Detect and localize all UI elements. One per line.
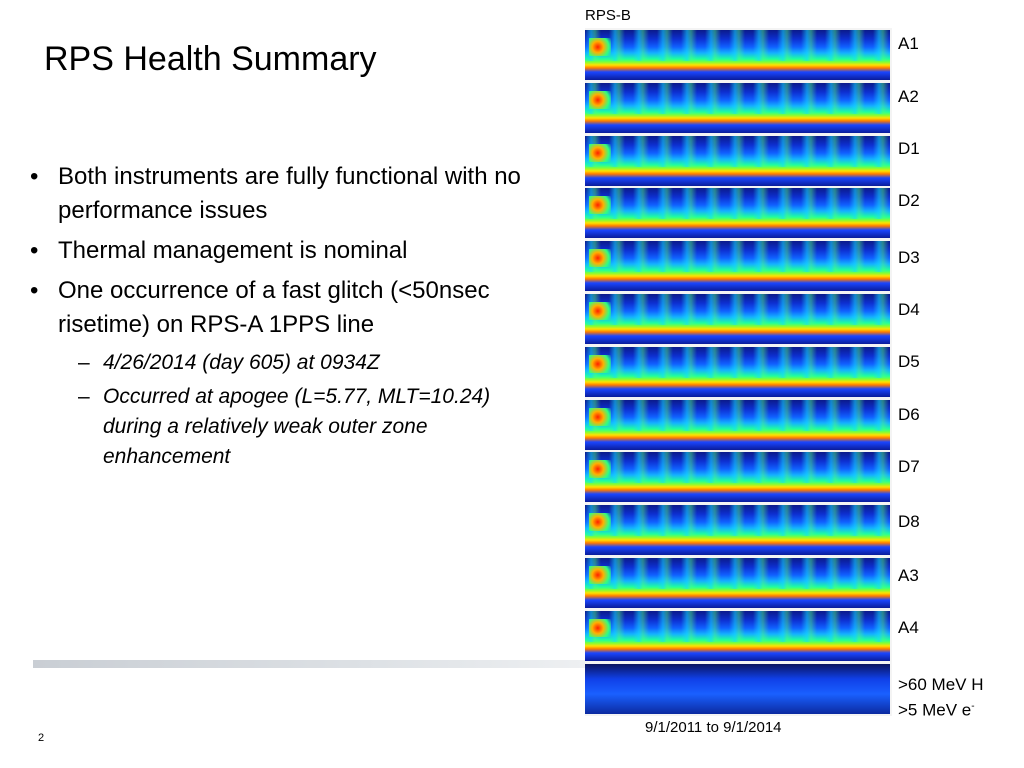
bullet-dot: • xyxy=(30,237,39,264)
panel-label: A2 xyxy=(898,87,919,106)
panel-label: A4 xyxy=(898,618,919,637)
panel-label: D7 xyxy=(898,457,920,476)
sub-bullet-dash: – xyxy=(78,351,90,374)
panel-label-summary xyxy=(898,674,984,722)
bullet-text: Both instruments are fully functional with no performance issues xyxy=(58,163,521,224)
bullet-item xyxy=(30,234,530,268)
panel-label: D1 xyxy=(898,139,920,158)
panel-label: D8 xyxy=(898,512,920,531)
spectrogram-panel xyxy=(585,136,890,186)
bullet-text: One occurrence of a fast glitch (<50nsec risetime) on RPS-A 1PPS line xyxy=(58,277,490,338)
panel-label: D2 xyxy=(898,191,920,210)
figure-caption: 9/1/2011 to 9/1/2014 xyxy=(645,719,782,736)
electron-superscript: - xyxy=(971,701,975,712)
panel-label: A3 xyxy=(898,566,919,585)
spectrogram-panel xyxy=(585,452,890,502)
bullet-dot: • xyxy=(30,277,39,304)
panel-label: D4 xyxy=(898,300,920,319)
page-number: 2 xyxy=(38,732,45,744)
spectrogram-panel xyxy=(585,400,890,450)
summary-label-protons: >60 MeV H xyxy=(898,675,984,694)
spectrogram-panel xyxy=(585,188,890,238)
sub-bullet-item xyxy=(30,348,530,378)
bullet-item xyxy=(30,160,530,228)
spectrogram-panel xyxy=(585,505,890,555)
panel-label: A1 xyxy=(898,34,919,53)
spectrogram-panel-summary xyxy=(585,664,890,714)
spectrogram-panel xyxy=(585,83,890,133)
spectrogram-panel xyxy=(585,558,890,608)
spectrogram-panel xyxy=(585,611,890,661)
panel-label: D6 xyxy=(898,405,920,424)
figure-title: RPS-B xyxy=(585,7,631,24)
spectrogram-panel xyxy=(585,294,890,344)
sub-bullet-dash: – xyxy=(78,385,90,408)
spectrogram-panel xyxy=(585,30,890,80)
spectrogram-stack xyxy=(585,28,892,716)
spectrogram-panel xyxy=(585,347,890,397)
sub-bullet-text: Occurred at apogee (L=5.77, MLT=10.24) during a relatively weak outer zone enhancement xyxy=(103,385,491,468)
bullet-item xyxy=(30,274,530,342)
slide-title: RPS Health Summary xyxy=(44,40,377,78)
summary-label-electrons: >5 MeV e- xyxy=(898,700,975,720)
spectrogram-panel xyxy=(585,241,890,291)
bullet-dot: • xyxy=(30,163,39,190)
panel-label: D5 xyxy=(898,352,920,371)
bullet-text: Thermal management is nominal xyxy=(58,237,408,264)
bullet-list xyxy=(30,160,530,476)
sub-bullet-item xyxy=(30,382,530,472)
sub-bullet-text: 4/26/2014 (day 605) at 0934Z xyxy=(103,351,380,374)
panel-label: D3 xyxy=(898,248,920,267)
divider-rule xyxy=(33,660,588,668)
